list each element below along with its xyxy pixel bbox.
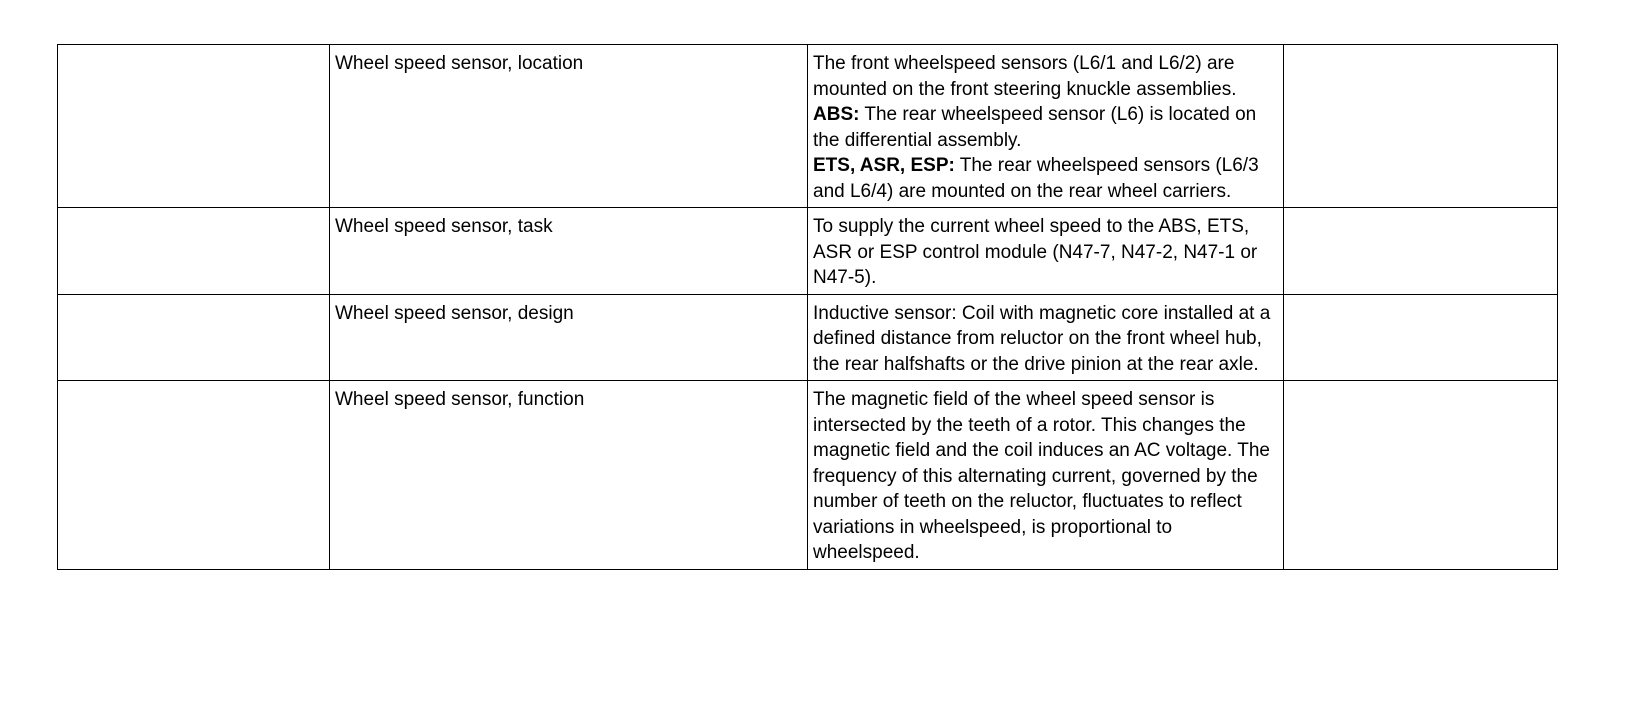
- empty-cell: [58, 381, 330, 570]
- empty-cell: [1284, 294, 1558, 381]
- paragraph-label: ABS:: [813, 104, 860, 125]
- empty-cell: [58, 208, 330, 295]
- paragraph-text: The rear wheelspeed sensors (L6/3 and L6/4) are mounted on the rear wheel carriers.: [813, 155, 1259, 202]
- empty-cell: [58, 294, 330, 381]
- empty-cell: [1284, 381, 1558, 570]
- empty-cell: [58, 45, 330, 208]
- description-cell: [808, 294, 1284, 381]
- description-paragraph: [813, 387, 1279, 566]
- description-paragraph: [813, 214, 1279, 291]
- empty-cell: [1284, 208, 1558, 295]
- table-row: [58, 381, 1558, 570]
- specification-table: [57, 44, 1558, 570]
- paragraph-text: The front wheelspeed sensors (L6/1 and L6/2) are mounted on the front steering knuckle assemblies.: [813, 53, 1237, 100]
- description-paragraph: [813, 153, 1279, 204]
- table-row: [58, 45, 1558, 208]
- paragraph-text: The rear wheelspeed sensor (L6) is located on the differential assembly.: [813, 104, 1257, 151]
- table-row: [58, 208, 1558, 295]
- description-cell: [808, 45, 1284, 208]
- topic-cell: Wheel speed sensor, task: [330, 208, 808, 295]
- description-paragraph: [813, 51, 1279, 102]
- topic-cell: Wheel speed sensor, design: [330, 294, 808, 381]
- paragraph-text: Inductive sensor: Coil with magnetic core installed at a defined distance from reluctor on the front wheel hub, the rear halfshafts or the drive pinion at the rear axle.: [813, 302, 1271, 375]
- table-row: [58, 294, 1558, 381]
- empty-cell: [1284, 45, 1558, 208]
- topic-cell: Wheel speed sensor, location: [330, 45, 808, 208]
- description-paragraph: [813, 301, 1279, 378]
- paragraph-text: The magnetic field of the wheel speed sensor is intersected by the teeth of a rotor. This changes the magnetic field and the coil induces an AC voltage. The frequency of this alternating current, governed by the number of teeth on the reluctor, fluctuates to reflect variations in wheelspeed, is proportional to wheelspeed.: [813, 389, 1270, 563]
- paragraph-text: To supply the current wheel speed to the ABS, ETS, ASR or ESP control module (N47-7, N47-2, N47-1 or N47-5).: [813, 216, 1258, 288]
- topic-cell: Wheel speed sensor, function: [330, 381, 808, 570]
- paragraph-label: ETS, ASR, ESP:: [813, 155, 955, 176]
- description-paragraph: [813, 102, 1279, 153]
- description-cell: [808, 381, 1284, 570]
- description-cell: [808, 208, 1284, 295]
